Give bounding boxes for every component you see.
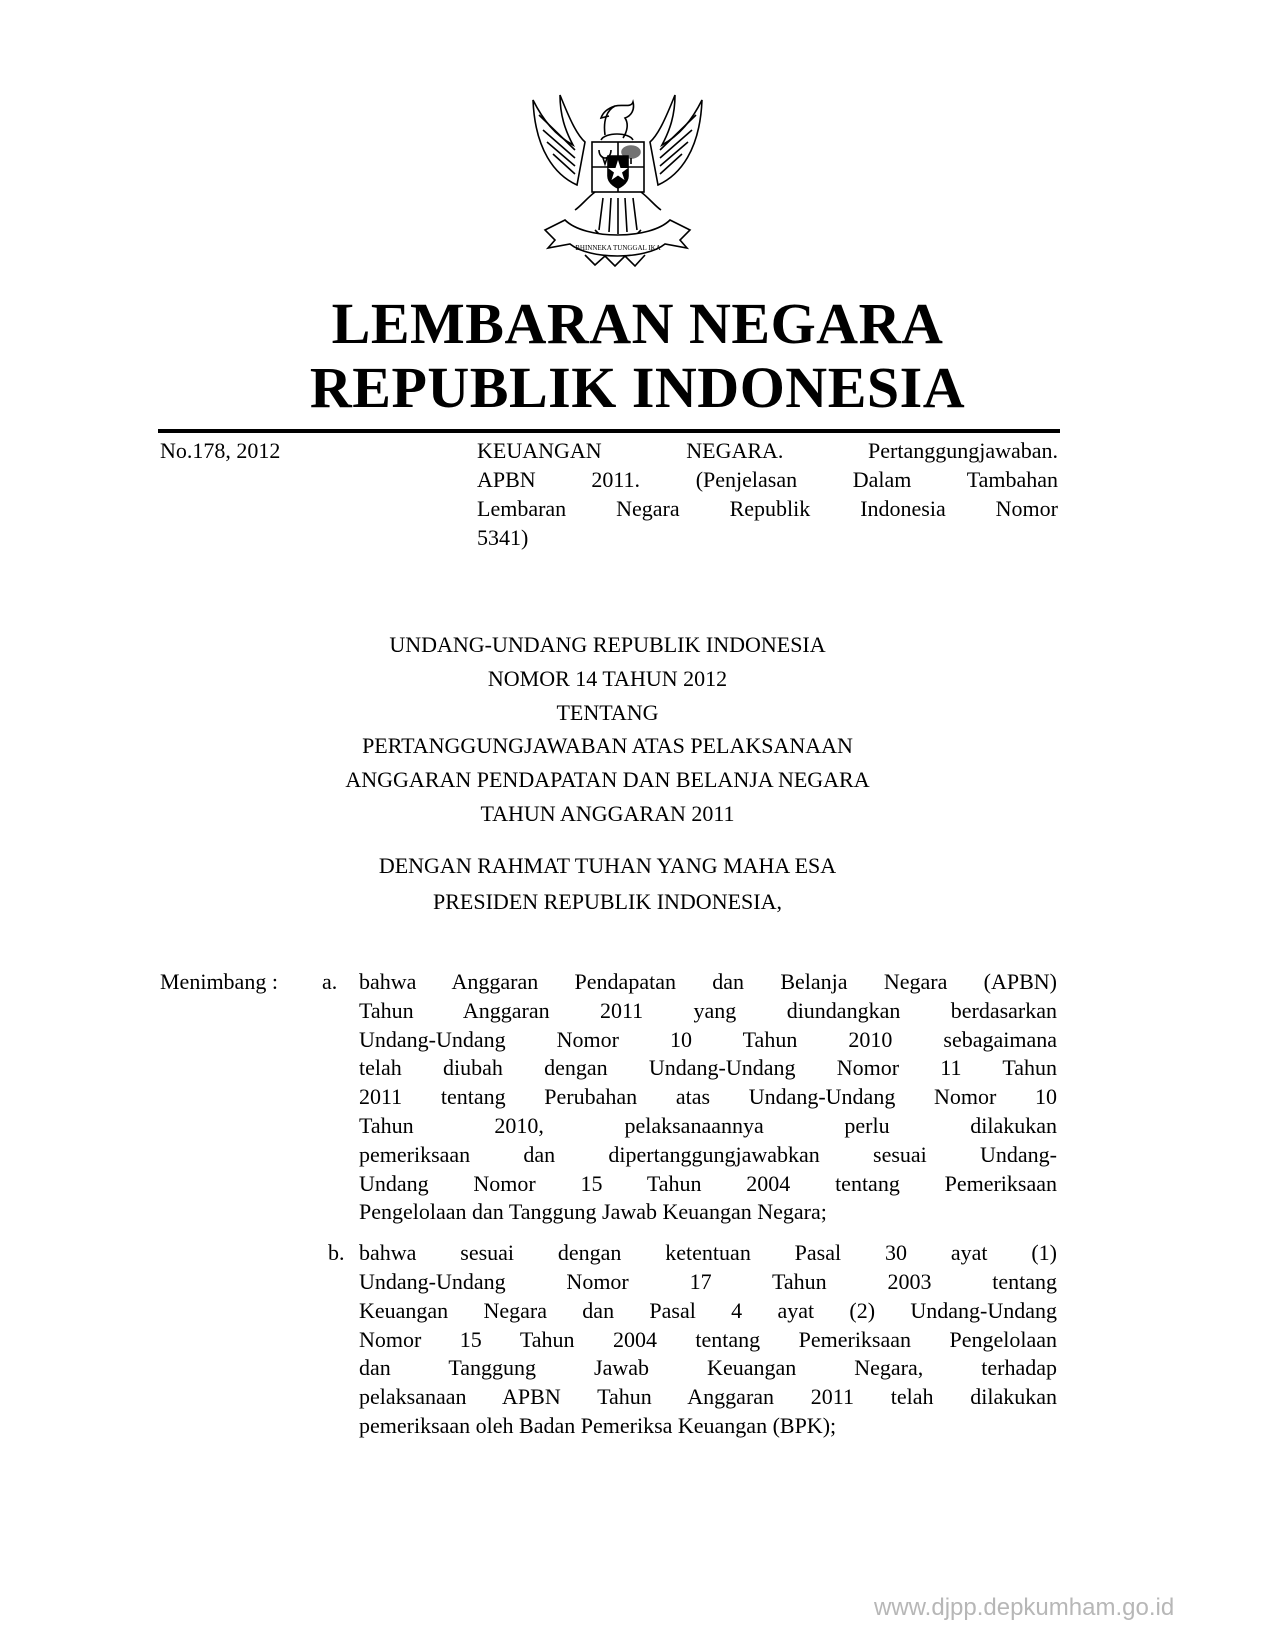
considering-section (160, 968, 1060, 1441)
preamble-line: DENGAN RAHMAT TUHAN YANG MAHA ESA (378, 853, 837, 878)
law-subject-line: ANGGARAN PENDAPATAN DAN BELANJA NEGARA (345, 767, 870, 793)
preamble-line: PRESIDEN REPUBLIK INDONESIA, (433, 889, 782, 914)
subject-line: 5341) (477, 525, 529, 550)
law-about: TENTANG (556, 699, 659, 725)
header-divider (158, 429, 1060, 433)
gazette-subject (477, 436, 1058, 552)
item-letter: b. (328, 1240, 345, 1266)
considering-label: Menimbang : (160, 969, 278, 994)
subject-line: KEUANGAN NEGARA. Pertanggungjawaban. (477, 438, 1058, 463)
law-title (0, 628, 1215, 831)
garuda-emblem-icon (515, 80, 720, 275)
source-watermark: www.djpp.depkumham.go.id (874, 1594, 1175, 1621)
law-number: NOMOR 14 TAHUN 2012 (487, 665, 728, 691)
gazette-number: No.178, 2012 (160, 438, 281, 463)
preamble (0, 848, 1215, 920)
considering-item-a (160, 968, 1060, 1227)
law-subject-line: PERTANGGUNGJAWABAN ATAS PELAKSANAAN (362, 733, 853, 759)
subject-line: APBN 2011. (Penjelasan Dalam Tambahan (477, 467, 1058, 492)
law-type: UNDANG-UNDANG REPUBLIK INDONESIA (389, 632, 826, 657)
item-text: bahwa Anggaran Pendapatan dan Belanja Negara (APBN) Tahun Anggaran 2011 yang diundangkan berdasarkan Undang-Undang Nomor 10 Tahun 2010 sebagaimana telah diubah dengan Undang-Undang Nomor 11 Tahun 2011 tentang Perubahan atas Undang-Undang Nomor 10 Tahun 2010, pelaksanaannya perlu dilakukan pemeriksaan dan dipertanggungjawabkan sesuai Undang- Undang Nomor 15 Tahun 2004 tentang Pemeriksaan Pengelolaan dan Tanggung Jawab Keuangan Negara; (359, 969, 1057, 1225)
considering-item-b (160, 1239, 1060, 1441)
motto-text: BHINNEKA TUNGGAL IKA (575, 244, 661, 252)
item-letter: a. (322, 969, 338, 994)
law-subject-line: TAHUN ANGGARAN 2011 (480, 800, 735, 826)
subject-line: Lembaran Negara Republik Indonesia Nomor (477, 496, 1058, 521)
masthead-title: LEMBARAN NEGARA (331, 291, 944, 356)
masthead-subtitle: REPUBLIK INDONESIA (309, 355, 966, 420)
item-text: bahwa sesuai dengan ketentuan Pasal 30 ayat (1) Undang-Undang Nomor 17 Tahun 2003 tentang Keuangan Negara dan Pasal 4 ayat (2) Undang-Undang Nomor 15 Tahun 2004 tentang Pemeriksaan Pengelolaan dan Tanggung Jawab Keuangan Negara, terhadap pelaksanaan APBN Tahun Anggaran 2011 telah dilakukan pemeriksaan oleh Badan Pemeriksa Keuangan (BPK); (359, 1240, 1057, 1438)
